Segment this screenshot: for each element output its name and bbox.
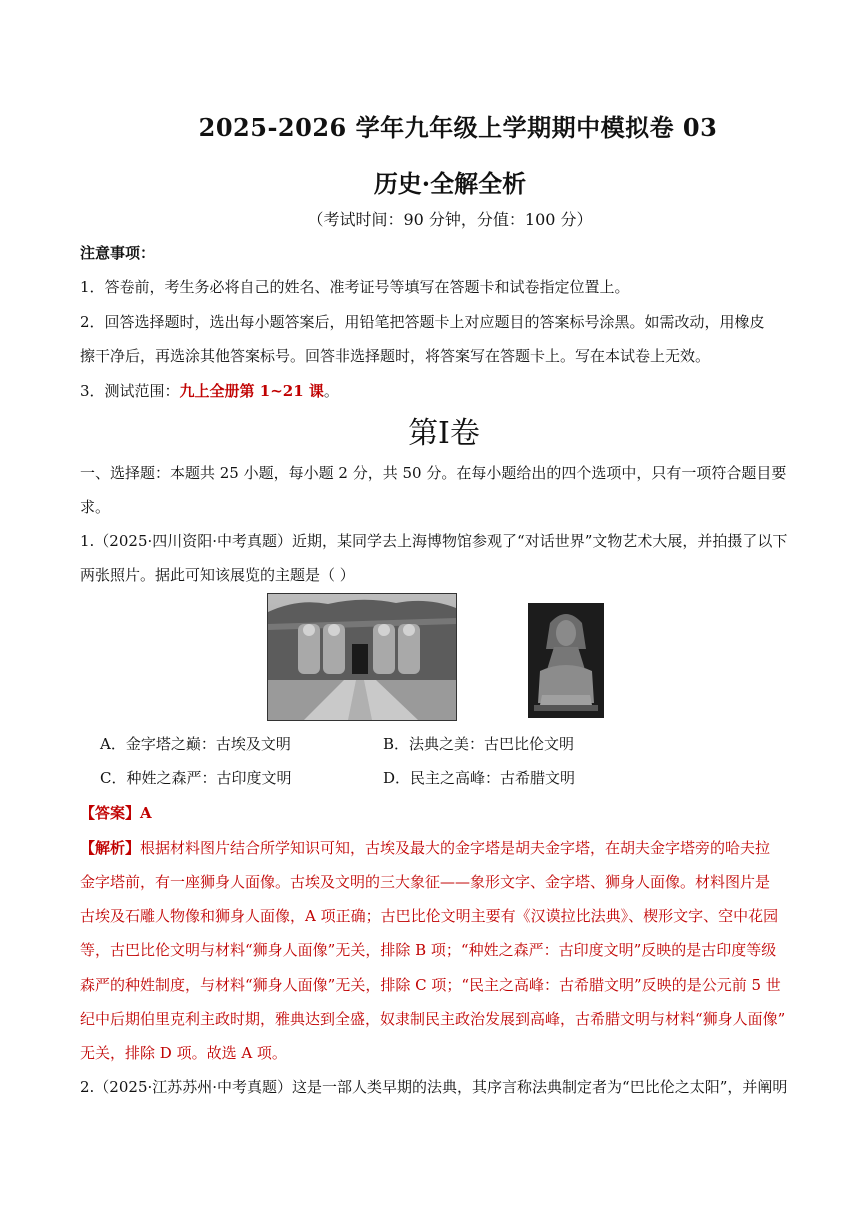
q2-stem-line-1: 2.（2025·江苏苏州·中考真题）这是一部人类早期的法典，其序言称法典制定者为“巴比伦之太阳”，并阐明 [80,1078,788,1096]
q1-option-c: C．种姓之森严：古印度文明 [100,769,292,787]
q1-analysis-line-2: 金字塔前，有一座狮身人面像。古埃及文明的三大象征——象形文字、金字塔、狮身人面像。材料图片是 [80,873,771,891]
q1-analysis-line-1 [80,831,792,865]
q1-analysis-line-4: 等，古巴比伦文明与材料“狮身人面像”无关，排除 B 项；“种姓之森严：古印度文明”反映的是古印度等级 [80,941,777,959]
q1-analysis-line-5: 森严的种姓制度，与材料“狮身人面像”无关，排除 C 项；“民主之高峰：古希腊文明”反映的是公元前 5 世 [80,976,781,994]
analysis-label: 【解析】 [80,839,141,857]
q1-analysis-line-6: 纪中后期伯里克利主政时期，雅典达到全盛，奴隶制民主政治发展到高峰，古希腊文明与材料“狮身人面像” [80,1010,786,1028]
notice-heading: 注意事项： [80,244,156,262]
test-range: 九上全册第 1~21 课 [179,382,324,400]
section-title: 第I卷 [408,416,480,451]
notice-item-3-prefix: 3．测试范围： [80,382,180,400]
notice-item-3 [80,374,792,408]
section-intro-line-1: 一、选择题：本题共 25 小题，每小题 2 分，共 50 分。在每小题给出的四个选项中，只有一项符合题目要 [80,464,787,482]
temple-photo [267,593,457,721]
q1-stem-line-1: 1.（2025·四川资阳·中考真题）近期，某同学去上海博物馆参观了“对话世界”文物艺术大展，并拍摄了以下 [80,532,788,550]
sphinx-photo [528,603,604,718]
q1-option-d: D．民主之高峰：古希腊文明 [383,769,576,787]
answer-value: A [140,804,152,822]
q1-answer [80,796,792,830]
q1-analysis-line-7: 无关，排除 D 项。故选 A 项。 [80,1044,287,1062]
notice-item-2-line-2: 擦干净后，再选涂其他答案标号。回答非选择题时，将答案写在答题卡上。写在本试卷上无效。 [80,347,711,365]
section-intro-line-2: 求。 [80,498,111,516]
sphinx-photo-svg [528,603,604,718]
q1-option-a: A．金字塔之巅：古埃及文明 [100,735,291,753]
analysis-text-1: 根据材料图片结合所学知识可知，古埃及最大的金字塔是胡夫金字塔，在胡夫金字塔旁的哈夫拉 [140,839,771,857]
q1-option-b: B．法典之美：古巴比伦文明 [383,735,575,753]
q1-stem-line-2: 两张照片。据此可知该展览的主题是（ ） [80,566,355,584]
answer-label: 【答案】 [80,804,141,822]
notice-item-2-line-1: 2．回答选择题时，选出每小题答案后，用铅笔把答题卡上对应题目的答案标号涂黑。如需改动，用橡皮 [80,313,765,331]
notice-item-1: 1．答卷前，考生务必将自己的姓名、准考证号等填写在答题卡和试卷指定位置上。 [80,278,630,296]
page-title: 2025-2026 学年九年级上学期期中模拟卷 03 [198,113,718,142]
exam-info: （考试时间：90 分钟，分值：100 分） [307,210,593,229]
notice-item-3-suffix: 。 [323,382,339,400]
page-subtitle: 历史·全解全析 [373,169,527,198]
q1-analysis-line-3: 古埃及石雕人物像和狮身人面像，A 项正确；古巴比伦文明主要有《汉谟拉比法典》、楔形文字、空中花园 [80,907,779,925]
temple-photo-svg [268,594,456,720]
